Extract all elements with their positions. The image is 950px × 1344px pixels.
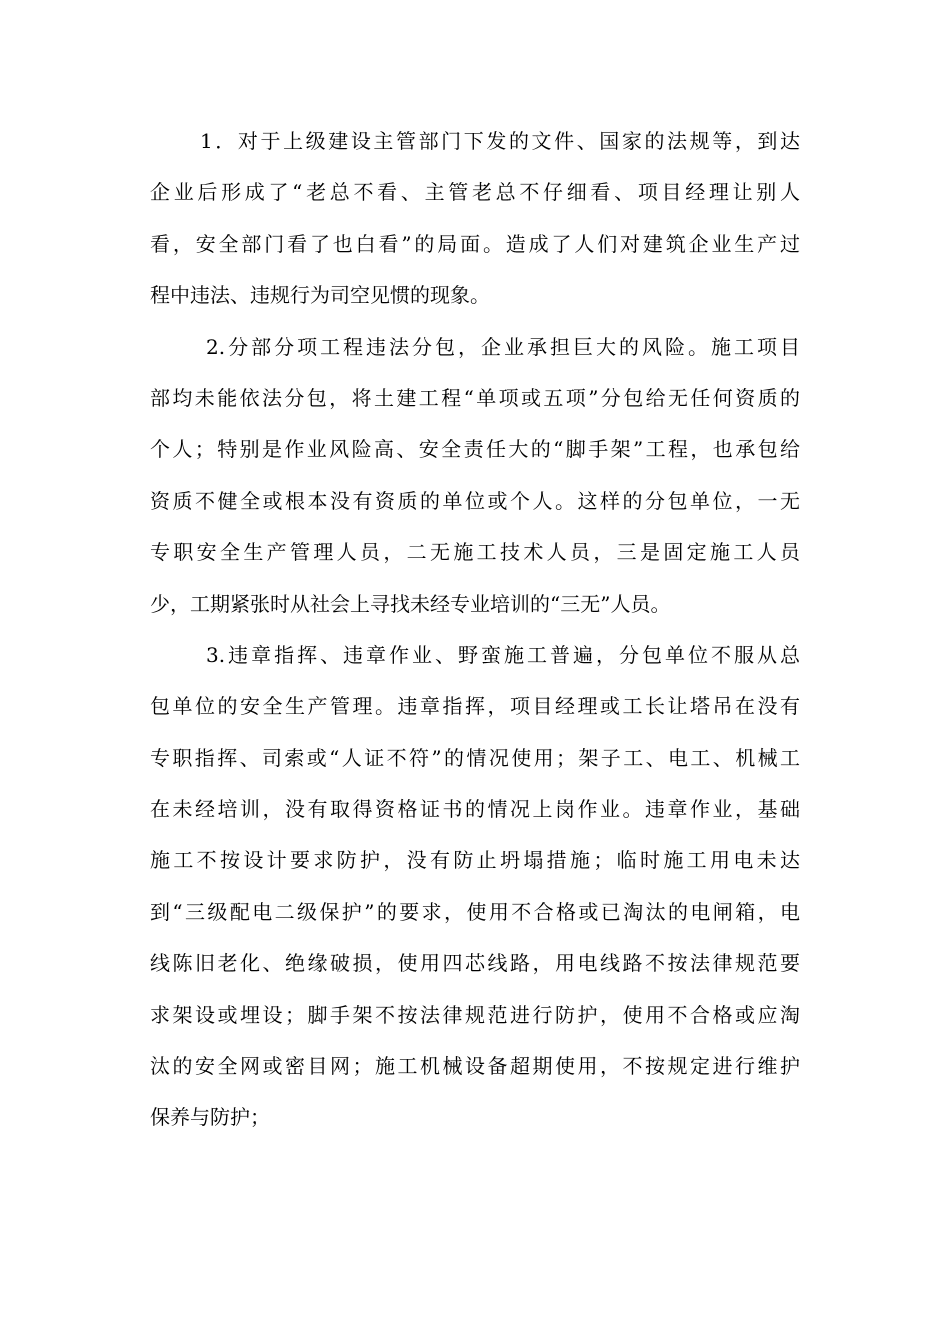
text-line: 3.违章指挥、违章作业、野蛮施工普遍，分包单位不服从总 — [206, 642, 800, 667]
text-line: 2.分部分项工程违法分包，企业承担巨大的风险。施工项目 — [206, 334, 800, 359]
text-line: 专职指挥、司索或“人证不符”的情况使用；架子工、电工、机械工 — [150, 745, 800, 770]
text-line: 看，安全部门看了也白看”的局面。造成了人们对建筑企业生产过 — [150, 231, 800, 256]
text-line: 企业后形成了“老总不看、主管老总不仔细看、项目经理让别人 — [150, 180, 800, 205]
text-line: 专职安全生产管理人员，二无施工技术人员，三是固定施工人员 — [150, 540, 800, 565]
text-line: 在未经培训，没有取得资格证书的情况上岗作业。违章作业，基础 — [150, 797, 800, 822]
text-line: 个人；特别是作业风险高、安全责任大的“脚手架”工程，也承包给 — [150, 437, 800, 462]
text-line: 1．对于上级建设主管部门下发的文件、国家的法规等，到达 — [200, 129, 800, 153]
text-line: 部均未能依法分包，将土建工程“单项或五项”分包给无任何资质的 — [150, 385, 800, 410]
text-line: 保养与防护； — [150, 1105, 270, 1130]
paragraph-2 — [150, 322, 800, 630]
text-line: 求架设或埋设；脚手架不按法律规范进行防护，使用不合格或应淘 — [150, 1002, 800, 1027]
text-line: 程中违法、违规行为司空见惯的现象。 — [150, 283, 490, 308]
text-line: 资质不健全或根本没有资质的单位或个人。这样的分包单位，一无 — [150, 488, 800, 513]
paragraph-1 — [150, 116, 800, 322]
text-line: 少，工期紧张时从社会上寻找未经专业培训的“三无”人员。 — [150, 591, 671, 616]
document-body — [150, 116, 800, 1144]
text-line: 线陈旧老化、绝缘破损，使用四芯线路，用电线路不按法律规范要 — [150, 951, 800, 976]
text-line: 汰的安全网或密目网；施工机械设备超期使用，不按规定进行维护 — [150, 1054, 800, 1079]
text-line: 包单位的安全生产管理。违章指挥，项目经理或工长让塔吊在没有 — [150, 694, 800, 719]
text-line: 施工不按设计要求防护，没有防止坍塌措施；临时施工用电未达 — [150, 848, 800, 873]
text-line: 到“三级配电二级保护”的要求，使用不合格或已淘汰的电闸箱，电 — [150, 899, 800, 924]
paragraph-3 — [150, 630, 800, 1144]
